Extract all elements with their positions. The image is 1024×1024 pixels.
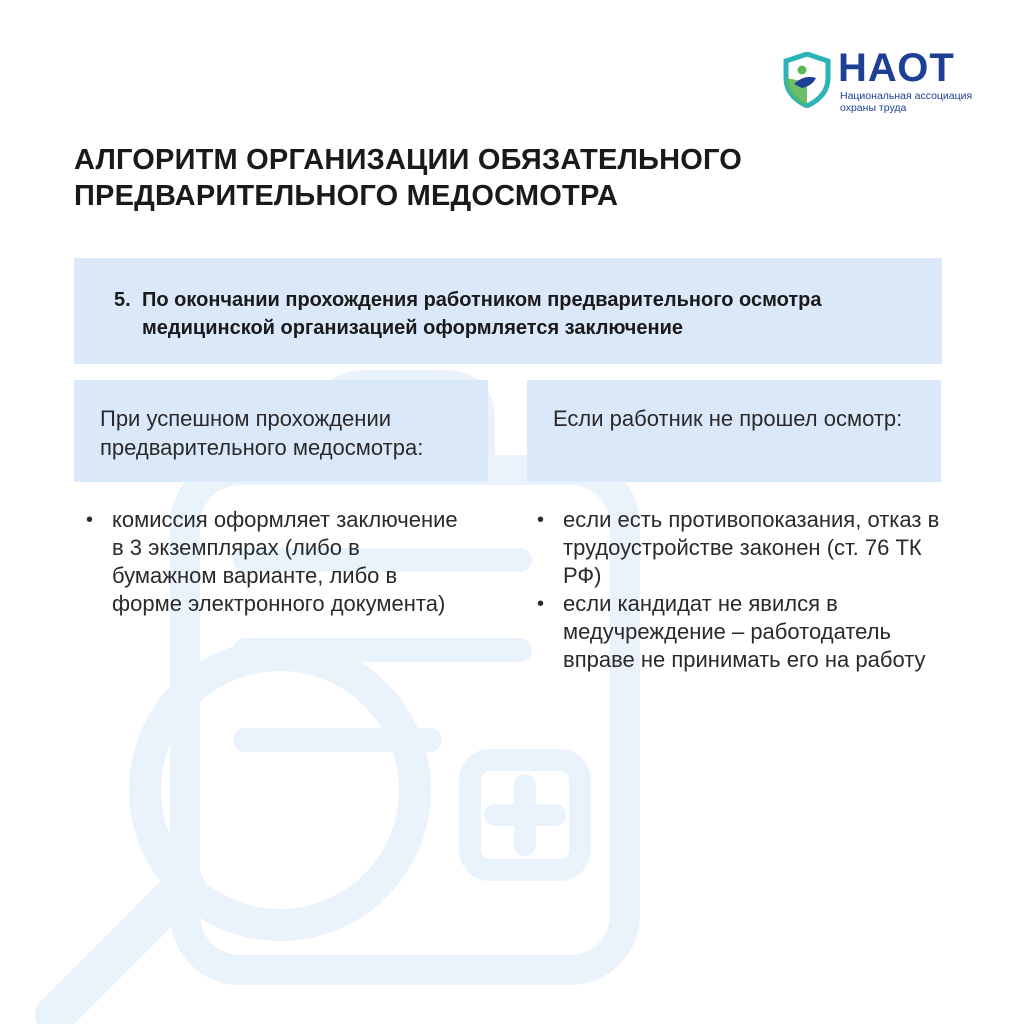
page-title: АЛГОРИТМ ОРГАНИЗАЦИИ ОБЯЗАТЕЛЬНОГО ПРЕДВАРИТЕЛЬНОГО МЕДОСМОТРА (74, 144, 743, 212)
failure-heading: Если работник не прошел осмотр: (553, 406, 903, 431)
list-item (537, 506, 957, 590)
list-item (537, 590, 957, 674)
brand-logo[interactable] (782, 46, 973, 114)
list-item-text: если кандидат не явился в медучреждение – работодатель вправе не принимать его на работу (563, 591, 926, 672)
step-box (74, 258, 942, 364)
success-column-header (74, 380, 488, 482)
bullet-icon: • (86, 509, 94, 531)
list-item (86, 506, 466, 618)
failure-list (537, 506, 957, 674)
success-list (86, 506, 466, 618)
bullet-icon: • (537, 593, 545, 615)
step-number: 5. (114, 289, 131, 311)
list-item-text: если есть противопоказания, отказ в трудоустройстве законен (ст. 76 ТК РФ) (563, 507, 940, 588)
brand-subtitle: Национальная ассоциация охраны труда (840, 90, 973, 114)
failure-column-header (527, 380, 941, 482)
success-heading: При успешном прохождении предварительного медосмотра: (100, 406, 424, 460)
step-text: По окончании прохождения работником предварительного осмотра медицинской организацией оформляется заключение (142, 289, 822, 339)
bullet-icon: • (537, 509, 545, 531)
shield-person-icon (782, 52, 832, 108)
list-item-text: комиссия оформляет заключение в 3 экземплярах (либо в бумажном варианте, либо в форме электронного документа) (112, 507, 458, 616)
brand-name: НАОТ (838, 46, 955, 90)
